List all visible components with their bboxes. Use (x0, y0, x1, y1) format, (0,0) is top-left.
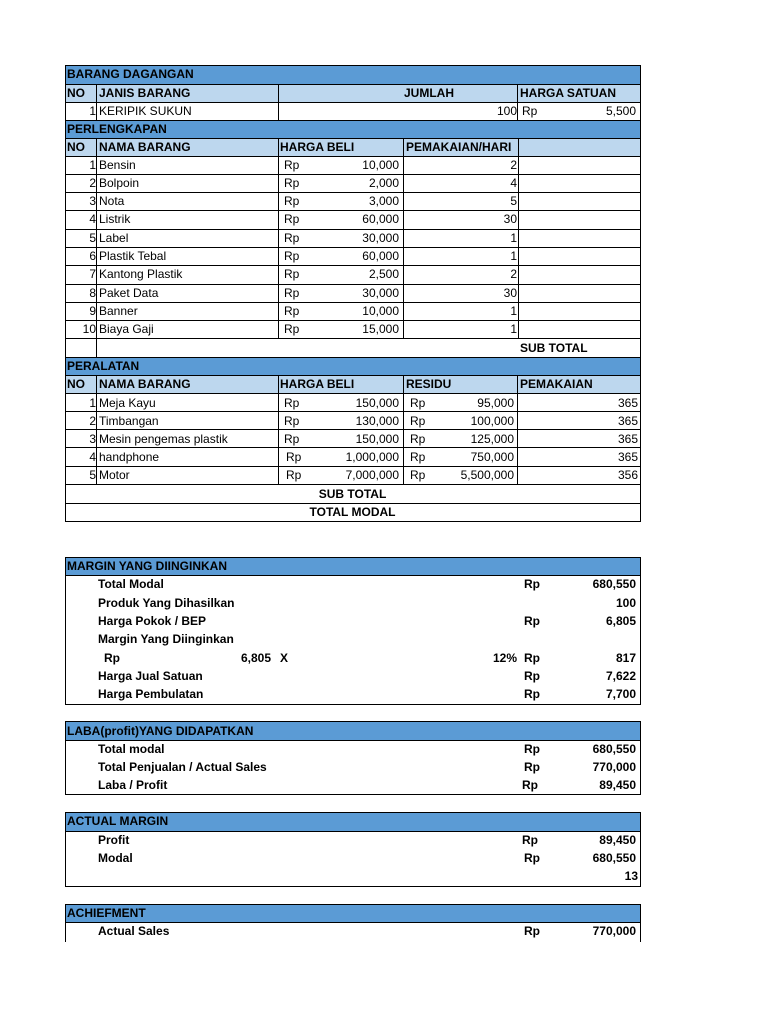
row-pemakaian: 4 (510, 176, 517, 190)
row-rp: Rp (284, 396, 300, 410)
gridline (65, 503, 641, 504)
row-name: Label (99, 231, 129, 245)
row-pemakaian: 2 (510, 158, 517, 172)
gridline (65, 393, 641, 394)
gridline (65, 904, 66, 942)
gridline (65, 84, 641, 85)
gridline (65, 812, 641, 813)
row-no: 4 (89, 212, 96, 226)
gridline (65, 812, 66, 887)
gridline (65, 557, 66, 705)
col-nama-barang: NAMA BARANG (99, 140, 191, 154)
gridline (65, 284, 641, 285)
row-name: Paket Data (99, 286, 159, 300)
row-name: Nota (99, 194, 125, 208)
row-rp: Rp (284, 176, 300, 190)
row-harga: 2,000 (368, 176, 399, 190)
gridline (640, 557, 641, 705)
gridline (65, 375, 641, 376)
row-rp-residu: Rp (410, 432, 426, 446)
gridline (65, 521, 641, 522)
gridline (65, 466, 641, 467)
gridline (65, 174, 641, 175)
row-rp: Rp (286, 450, 302, 464)
row-pemakaian: 1 (510, 304, 517, 318)
row-harga: 3,000 (368, 194, 399, 208)
harga-pokok-label: Harga Pokok / BEP (98, 614, 207, 628)
gridline (65, 411, 641, 412)
gridline (65, 721, 641, 722)
gridline (278, 84, 279, 120)
row-name: Motor (99, 468, 130, 482)
row-harga: 150,000 (355, 396, 399, 410)
col-harga-beli: HARGA BELI (280, 140, 355, 154)
col-jenis-barang: JANIS BARANG (99, 86, 191, 100)
gridline (278, 375, 279, 484)
laba-rp: Rp (524, 760, 540, 774)
laba-rp: Rp (524, 742, 540, 756)
harga-jual-rp: Rp (524, 669, 540, 683)
row-no: 5 (89, 468, 96, 482)
subtotal-label: SUB TOTAL (520, 341, 588, 355)
row-pemakaian: 365 (617, 414, 638, 428)
row-no: 4 (89, 450, 96, 464)
laba-value: 89,450 (599, 778, 636, 792)
row-no: 6 (89, 249, 96, 263)
row-harga: 130,000 (355, 414, 399, 428)
row-name: Bensin (99, 158, 136, 172)
gridline (65, 265, 641, 266)
gridline (65, 904, 641, 905)
row-harga: 10,000 (362, 158, 399, 172)
row-harga: 15,000 (362, 322, 399, 336)
gridline (65, 357, 641, 358)
col-pemakaian: PEMAKAIAN (520, 377, 593, 391)
row-harga: 150,000 (355, 432, 399, 446)
col-harga-beli: HARGA BELI (280, 377, 355, 391)
row-rp-residu: Rp (410, 396, 426, 410)
row-name: handphone (99, 450, 160, 464)
row-no: 1 (89, 396, 96, 410)
row-harga: 5,500 (605, 104, 636, 118)
row-rp: Rp (284, 286, 300, 300)
col-pemakaian-hari: PEMAKAIAN/HARI (406, 140, 512, 154)
row-rp: Rp (284, 322, 300, 336)
gridline (65, 102, 641, 103)
gridline (65, 65, 641, 66)
laba-rp: Rp (522, 778, 538, 792)
col-no: NO (67, 377, 85, 391)
gridline (65, 65, 66, 522)
row-harga: 60,000 (362, 249, 399, 263)
section-header-fill (65, 904, 640, 922)
row-name: Plastik Tebal (99, 249, 167, 263)
gridline (403, 375, 404, 484)
row-name: Kantong Plastik (99, 267, 183, 281)
gridline (65, 740, 641, 741)
modal-value: 680,550 (592, 851, 636, 865)
section-title: ACTUAL MARGIN (67, 814, 169, 828)
row-harga: 2,500 (368, 267, 399, 281)
row-residu: 95,000 (477, 396, 514, 410)
row-pemakaian: 5 (510, 194, 517, 208)
section-title: PERLENGKAPAN (67, 122, 167, 136)
gridline (65, 831, 641, 832)
row-harga: 10,000 (362, 304, 399, 318)
gridline (517, 375, 518, 484)
section-header-fill (65, 357, 640, 375)
row-name: Bolpoin (99, 176, 140, 190)
row-no: 3 (89, 432, 96, 446)
row-residu: 100,000 (470, 414, 514, 428)
actual-sales-rp: Rp (524, 924, 540, 938)
gridline (65, 120, 641, 121)
calc-result: 817 (615, 651, 636, 665)
harga-pokok-rp: Rp (524, 614, 540, 628)
row-no: 8 (89, 286, 96, 300)
margin-diinginkan-label: Margin Yang Diinginkan (98, 632, 234, 646)
calc-multiply: X (280, 651, 289, 665)
row-pemakaian: 1 (510, 231, 517, 245)
row-rp-residu: Rp (410, 468, 426, 482)
section-title: BARANG DAGANGAN (67, 67, 194, 81)
total-modal-label: TOTAL MODAL (309, 505, 396, 519)
row-name: Meja Kayu (99, 396, 156, 410)
row-residu: 125,000 (470, 432, 514, 446)
row-pemakaian: 30 (503, 212, 517, 226)
row-harga: 30,000 (362, 286, 399, 300)
row-name: Listrik (99, 212, 131, 226)
row-rp: Rp (522, 104, 538, 118)
laba-value: 770,000 (592, 760, 636, 774)
modal-label: Modal (98, 851, 133, 865)
row-pemakaian: 2 (510, 267, 517, 281)
laba-label: Total modal (98, 742, 165, 756)
calc-rp: Rp (104, 651, 120, 665)
row-no: 1 (89, 104, 96, 118)
row-no: 1 (89, 158, 96, 172)
gridline (65, 886, 641, 887)
gridline (518, 138, 519, 339)
col-jumlah: JUMLAH (404, 86, 454, 100)
subtotal-label: SUB TOTAL (318, 487, 387, 501)
laba-label: Total Penjualan / Actual Sales (98, 760, 267, 774)
calc-percent: 12% (492, 651, 517, 665)
row-pemakaian: 365 (617, 450, 638, 464)
harga-pokok-value: 6,805 (605, 614, 636, 628)
actual-margin-result: 13 (624, 869, 638, 883)
row-rp: Rp (284, 231, 300, 245)
gridline (65, 557, 641, 558)
row-no: 9 (89, 304, 96, 318)
total-modal-value: 680,550 (592, 577, 636, 591)
section-title: PERALATAN (67, 359, 140, 373)
row-harga: 30,000 (362, 231, 399, 245)
row-pemakaian: 1 (510, 322, 517, 336)
laba-value: 680,550 (592, 742, 636, 756)
col-no: NO (67, 140, 85, 154)
pembulatan-value: 7,700 (605, 687, 636, 701)
gridline (65, 302, 641, 303)
calc-rp2: Rp (524, 651, 540, 665)
gridline (65, 429, 641, 430)
row-no: 3 (89, 194, 96, 208)
gridline (96, 138, 97, 357)
actual-sales-value: 770,000 (592, 924, 636, 938)
gridline (96, 84, 97, 120)
col-residu: RESIDU (406, 377, 452, 391)
gridline (65, 247, 641, 248)
row-pemakaian: 365 (617, 432, 638, 446)
row-name: Mesin pengemas plastik (99, 432, 228, 446)
row-name: KERIPIK SUKUN (99, 104, 192, 118)
row-rp: Rp (284, 212, 300, 226)
row-residu: 5,500,000 (460, 468, 514, 482)
gridline (640, 904, 641, 942)
gridline (640, 65, 641, 522)
actual-sales-label: Actual Sales (98, 924, 170, 938)
row-no: 2 (89, 414, 96, 428)
row-rp: Rp (284, 249, 300, 263)
gridline (65, 192, 641, 193)
row-rp-residu: Rp (410, 414, 426, 428)
row-rp: Rp (284, 194, 300, 208)
row-no: 10 (82, 322, 96, 336)
row-name: Banner (99, 304, 138, 318)
row-rp: Rp (286, 468, 302, 482)
row-pemakaian: 1 (510, 249, 517, 263)
row-harga: 7,000,000 (345, 468, 399, 482)
row-rp: Rp (284, 158, 300, 172)
pembulatan-rp: Rp (524, 687, 540, 701)
gridline (65, 447, 641, 448)
row-name: Timbangan (99, 414, 159, 428)
row-residu: 750,000 (470, 450, 514, 464)
gridline (65, 156, 641, 157)
produk-label: Produk Yang Dihasilkan (98, 596, 235, 610)
row-pemakaian: 30 (503, 286, 517, 300)
profit-value: 89,450 (599, 833, 636, 847)
gridline (517, 84, 518, 120)
col-harga-satuan: HARGA SATUAN (520, 86, 616, 100)
row-rp: Rp (284, 267, 300, 281)
modal-rp: Rp (524, 851, 540, 865)
row-pemakaian: 365 (617, 396, 638, 410)
row-rp: Rp (284, 304, 300, 318)
gridline (65, 138, 641, 139)
gridline (65, 210, 641, 211)
row-harga: 60,000 (362, 212, 399, 226)
laba-label: Laba / Profit (98, 778, 168, 792)
gridline (65, 484, 641, 485)
section-title: LABA(profit)YANG DIDAPATKAN (67, 724, 254, 738)
gridline (65, 320, 641, 321)
gridline (65, 794, 641, 795)
row-harga: 1,000,000 (345, 450, 399, 464)
pembulatan-label: Harga Pembulatan (98, 687, 204, 701)
row-jumlah: 100 (496, 104, 517, 118)
gridline (65, 229, 641, 230)
gridline (65, 704, 641, 705)
gridline (96, 375, 97, 484)
calc-base: 6,805 (240, 651, 271, 665)
gridline (65, 575, 641, 576)
gridline (278, 138, 279, 339)
harga-jual-label: Harga Jual Satuan (98, 669, 203, 683)
row-rp: Rp (284, 432, 300, 446)
row-no: 7 (89, 267, 96, 281)
row-rp-residu: Rp (410, 450, 426, 464)
profit-rp: Rp (522, 833, 538, 847)
col-nama-barang: NAMA BARANG (99, 377, 191, 391)
row-name: Biaya Gaji (99, 322, 154, 336)
row-no: 2 (89, 176, 96, 190)
row-no: 5 (89, 231, 96, 245)
total-modal-rp: Rp (524, 577, 540, 591)
gridline (403, 138, 404, 339)
row-rp: Rp (284, 414, 300, 428)
harga-jual-value: 7,622 (605, 669, 636, 683)
total-modal-label: Total Modal (98, 577, 164, 591)
col-no: NO (67, 86, 85, 100)
profit-label: Profit (98, 833, 130, 847)
gridline (65, 338, 641, 339)
section-title: MARGIN YANG DIINGINKAN (67, 559, 228, 573)
gridline (65, 922, 641, 923)
gridline (65, 721, 66, 795)
produk-value: 100 (615, 596, 636, 610)
gridline (640, 721, 641, 795)
gridline (640, 812, 641, 887)
section-title: ACHIEFMENT (67, 906, 146, 920)
row-pemakaian: 356 (617, 468, 638, 482)
